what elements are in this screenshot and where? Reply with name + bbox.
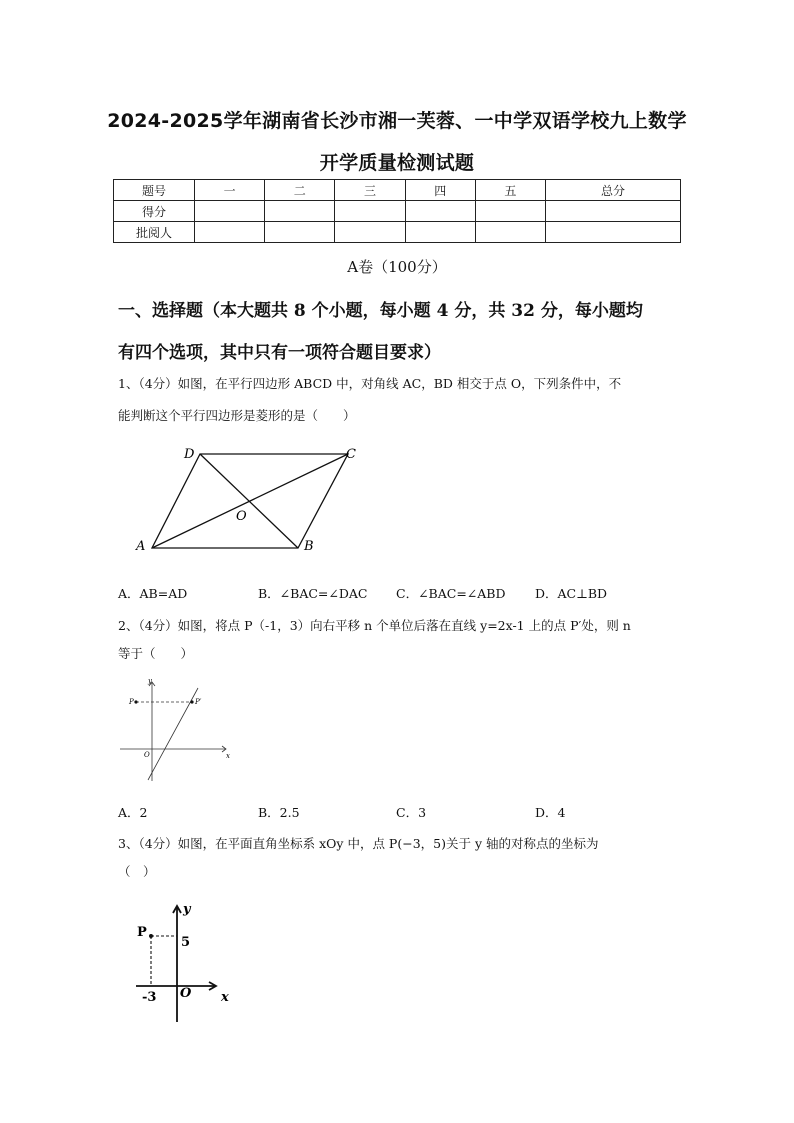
score-table-row-label: 批阅人 xyxy=(114,222,195,243)
symmetry-point-figure xyxy=(128,900,248,1025)
label-o: O xyxy=(236,509,247,524)
q1-option-c[interactable]: C．∠BAC=∠ABD xyxy=(396,586,506,601)
score-table-cell: 二 xyxy=(265,180,335,201)
label-a: A xyxy=(136,539,146,554)
label-c: C xyxy=(346,447,356,462)
label-p: P xyxy=(137,925,147,940)
score-table xyxy=(113,179,681,243)
part-heading-line2: 有四个选项，其中只有一项符合题目要求） xyxy=(118,343,441,363)
q2-option-b[interactable]: B．2.5 xyxy=(258,805,300,820)
q1-option-b[interactable]: B．∠BAC=∠DAC xyxy=(258,586,368,601)
document-title-line2: 开学质量检测试题 xyxy=(319,152,475,174)
score-cell[interactable] xyxy=(475,222,545,243)
score-cell[interactable] xyxy=(195,201,265,222)
question-3-text-line1: 3、（4分）如图，在平面直角坐标系 xOy 中，点 P(−3，5)关于 y 轴的对称点的坐标为 xyxy=(118,836,599,851)
label-x: x xyxy=(226,752,230,760)
document-title-line1: 2024-2025学年湖南省长沙市湘一芙蓉、一中学双语学校九上数学 xyxy=(107,110,687,132)
score-table-cell: 一 xyxy=(195,180,265,201)
coordinate-line-figure xyxy=(118,676,238,786)
label-b: B xyxy=(304,539,314,554)
label-y: y xyxy=(183,902,191,917)
score-table-row xyxy=(114,222,681,243)
q2-option-a[interactable]: A．2 xyxy=(118,805,148,820)
question-1-text-line1: 1、（4分）如图，在平行四边形 ABCD 中，对角线 AC，BD 相交于点 O，下列条件中，不 xyxy=(118,376,622,391)
score-cell[interactable] xyxy=(335,222,405,243)
part-heading-line1: 一、选择题（本大题共 8 个小题，每小题 4 分，共 32 分，每小题均 xyxy=(118,301,643,321)
q1-option-a[interactable]: A．AB=AD xyxy=(118,586,188,601)
score-table-cell: 总分 xyxy=(546,180,681,201)
question-2-text-line1: 2、（4分）如图，将点 P（-1，3）向右平移 n 个单位后落在直线 y=2x-1 上的点 P′处，则 n xyxy=(118,618,631,633)
q2-option-d[interactable]: D．4 xyxy=(535,805,566,820)
section-title: A卷（100分） xyxy=(347,258,447,276)
parallelogram-figure xyxy=(130,440,370,560)
diagonal-ac xyxy=(152,454,348,548)
score-table-row xyxy=(114,201,681,222)
label-origin: O xyxy=(180,986,192,1001)
score-cell[interactable] xyxy=(475,201,545,222)
label-d: D xyxy=(184,447,195,462)
point-p-prime xyxy=(190,700,193,703)
score-table-header-row xyxy=(114,180,681,201)
score-cell[interactable] xyxy=(405,222,475,243)
label-origin: O xyxy=(144,751,150,759)
score-table-cell: 五 xyxy=(475,180,545,201)
score-cell[interactable] xyxy=(405,201,475,222)
score-table-row-label: 得分 xyxy=(114,201,195,222)
diagonal-bd xyxy=(200,454,298,548)
label-p: P xyxy=(129,698,134,706)
score-cell[interactable] xyxy=(335,201,405,222)
score-table-cell: 三 xyxy=(335,180,405,201)
score-table-cell: 题号 xyxy=(114,180,195,201)
label-5: 5 xyxy=(181,935,191,950)
label-y: y xyxy=(148,677,152,685)
label-x: x xyxy=(221,990,229,1005)
score-cell[interactable] xyxy=(546,222,681,243)
score-table-cell: 四 xyxy=(405,180,475,201)
label-p-prime: P′ xyxy=(195,698,202,706)
score-cell[interactable] xyxy=(195,222,265,243)
score-cell[interactable] xyxy=(265,201,335,222)
point-p xyxy=(134,700,137,703)
score-cell[interactable] xyxy=(546,201,681,222)
question-1-text-line2: 能判断这个平行四边形是菱形的是（ ） xyxy=(118,408,356,423)
label-neg3: -3 xyxy=(142,990,157,1005)
q2-option-c[interactable]: C．3 xyxy=(396,805,427,820)
q1-option-d[interactable]: D．AC⊥BD xyxy=(535,586,608,601)
point-p xyxy=(149,934,153,938)
question-2-text-line2: 等于（ ） xyxy=(118,646,194,661)
question-3-text-line2: （ ） xyxy=(118,864,156,879)
score-cell[interactable] xyxy=(265,222,335,243)
